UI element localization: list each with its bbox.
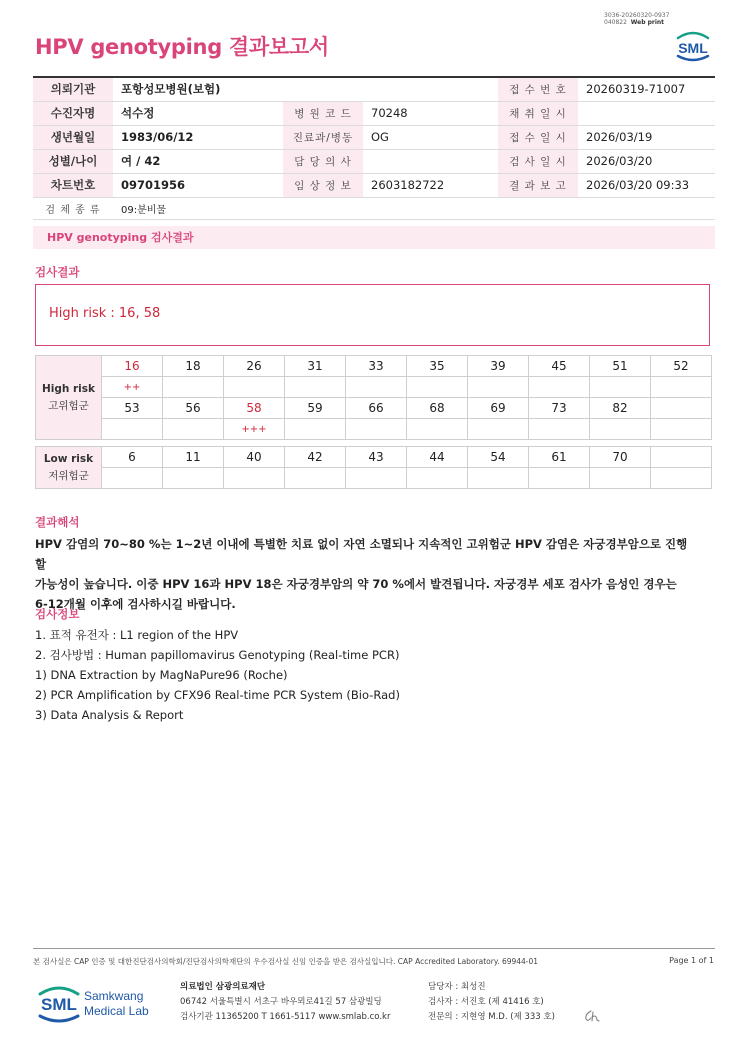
sml-logo-text: SML — [678, 40, 708, 56]
genotype-mark — [407, 468, 468, 489]
genotype-mark — [407, 377, 468, 398]
info-label: 접 수 번 호 — [498, 77, 578, 101]
interpretation-line: 가능성이 높습니다. 이중 HPV 16과 HPV 18은 자궁경부암의 약 70 %에서 발견됩니다. 자궁경부 세포 검사가 음성인 경우는 — [35, 577, 677, 591]
genotype-cell: 45 — [529, 356, 590, 377]
genotype-mark — [468, 468, 529, 489]
staff-line: 검사자 : 서진호 (제 41416 호) — [428, 997, 544, 1007]
info-row — [33, 197, 715, 219]
signature-icon — [582, 1008, 602, 1024]
info-value: 70248 — [363, 101, 498, 125]
genotype-cell: 61 — [529, 447, 590, 468]
info-row — [33, 173, 715, 197]
genotype-mark — [529, 377, 590, 398]
test-info-line: 2) PCR Amplification by CFX96 Real-time PCR System (Bio-Rad) — [35, 688, 400, 702]
info-label: 의뢰기관 — [33, 77, 113, 101]
genotype-cell: 6 — [102, 447, 163, 468]
genotype-mark — [346, 377, 407, 398]
genotype-cell: 82 — [590, 398, 651, 419]
genotype-cell: 69 — [468, 398, 529, 419]
genotype-mark — [590, 468, 651, 489]
footer-logo-line2: Medical Lab — [84, 1004, 149, 1018]
genotype-mark — [529, 468, 590, 489]
risk-group-label — [36, 447, 102, 489]
result-text: High risk : 16, 58 — [49, 306, 161, 321]
genotype-mark — [163, 468, 224, 489]
info-label: 진료과/병동 — [283, 125, 363, 149]
info-value: 여 / 42 — [113, 149, 283, 173]
info-value: 2603182722 — [363, 173, 498, 197]
sml-logo-icon — [672, 26, 714, 64]
genotype-mark — [407, 419, 468, 440]
genotype-mark — [102, 468, 163, 489]
genotype-mark — [346, 419, 407, 440]
info-value: 2026/03/20 09:33 — [578, 173, 715, 197]
info-value — [578, 101, 715, 125]
samkwang-logo-icon — [36, 980, 166, 1026]
high-risk-grid — [35, 355, 712, 440]
info-value: 20260319-71007 — [578, 77, 715, 101]
genotype-cell: 73 — [529, 398, 590, 419]
info-value: 석수정 — [113, 101, 283, 125]
specimen-label: 검 체 종 류 — [33, 197, 113, 219]
genotype-cell: 54 — [468, 447, 529, 468]
info-label: 병 원 코 드 — [283, 101, 363, 125]
page-number: Page 1 of 1 — [669, 956, 714, 965]
info-value — [363, 149, 498, 173]
genotype-mark-row — [36, 419, 712, 440]
risk-group-label-ko: 저위험군 — [48, 469, 89, 482]
genotype-cell: 52 — [651, 356, 712, 377]
info-value: 2026/03/20 — [578, 149, 715, 173]
info-value: 포항성모병원(보험) — [113, 77, 498, 101]
staff-line: 담당자 : 최성진 — [428, 982, 486, 992]
genotype-mark: +++ — [224, 419, 285, 440]
risk-group-label — [36, 356, 102, 440]
genotype-cell: 70 — [590, 447, 651, 468]
genotype-mark — [468, 419, 529, 440]
genotype-cell: 68 — [407, 398, 468, 419]
section-title: HPV genotyping 검사결과 — [33, 226, 715, 249]
footer-logo-sml: SML — [41, 995, 77, 1014]
info-label: 채 취 일 시 — [498, 101, 578, 125]
org-name: 의료법인 삼광의료재단 — [180, 982, 266, 992]
specimen-value: 09:분비물 — [113, 197, 715, 219]
info-row — [33, 101, 715, 125]
genotype-cell: 43 — [346, 447, 407, 468]
genotype-mark — [163, 377, 224, 398]
genotype-cell: 51 — [590, 356, 651, 377]
genotype-mark-row — [36, 468, 712, 489]
interpretation-line: HPV 감염의 70~80 %는 1~2년 이내에 특별한 치료 없이 자연 소멸되나 지속적인 고위험군 HPV 감염은 자궁경부암으로 진행할 — [35, 537, 688, 571]
genotype-cell: 58 — [224, 398, 285, 419]
report-code — [604, 12, 669, 26]
info-value: 2026/03/19 — [578, 125, 715, 149]
staff-line: 전문의 : 지현영 M.D. (제 333 호) — [428, 1012, 555, 1022]
info-label: 검 사 일 시 — [498, 149, 578, 173]
genotype-mark — [163, 419, 224, 440]
genotype-cell: 39 — [468, 356, 529, 377]
risk-group-label-en: High risk — [41, 382, 96, 395]
genotype-mark — [285, 419, 346, 440]
risk-group-label-en: Low risk — [43, 452, 94, 465]
test-info-heading: 검사정보 — [35, 607, 80, 621]
footer-divider — [33, 948, 715, 949]
web-print-label: Web print — [630, 19, 665, 26]
test-info-line: 3) Data Analysis & Report — [35, 708, 184, 722]
genotype-cell — [651, 398, 712, 419]
genotype-cell: 66 — [346, 398, 407, 419]
info-label: 수진자명 — [33, 101, 113, 125]
interpretation-heading: 결과해석 — [35, 515, 80, 529]
report-title: HPV genotyping 결과보고서 — [35, 35, 329, 59]
genotype-cell — [651, 447, 712, 468]
genotype-cell: 11 — [163, 447, 224, 468]
genotype-mark — [468, 377, 529, 398]
org-contact: 검사기관 11365200 T 1661-5117 www.smlab.co.kr — [180, 1012, 391, 1022]
info-row — [33, 149, 715, 173]
genotype-row — [36, 356, 712, 377]
organization-info — [180, 980, 390, 1025]
footer-logo-line1: Samkwang — [84, 989, 144, 1003]
info-label: 담 당 의 사 — [283, 149, 363, 173]
info-label: 임 상 정 보 — [283, 173, 363, 197]
info-value: OG — [363, 125, 498, 149]
report-code-line1: 3036-20260320-0937 — [604, 12, 670, 19]
info-value: 09701956 — [113, 173, 283, 197]
result-heading: 검사결과 — [35, 265, 80, 279]
genotype-cell: 18 — [163, 356, 224, 377]
result-box — [35, 284, 710, 346]
genotype-mark — [590, 419, 651, 440]
genotype-mark: ++ — [102, 377, 163, 398]
genotype-cell: 26 — [224, 356, 285, 377]
genotype-cell: 56 — [163, 398, 224, 419]
genotype-cell: 44 — [407, 447, 468, 468]
genotype-mark — [285, 377, 346, 398]
genotype-cell: 42 — [285, 447, 346, 468]
staff-info — [428, 980, 555, 1025]
genotype-cell: 35 — [407, 356, 468, 377]
genotype-cell: 53 — [102, 398, 163, 419]
genotype-mark — [224, 468, 285, 489]
interpretation-text — [35, 534, 695, 614]
info-label: 생년월일 — [33, 125, 113, 149]
info-value: 1983/06/12 — [113, 125, 283, 149]
test-info-line: 2. 검사방법 : Human papillomavirus Genotyping (Real-time PCR) — [35, 648, 400, 662]
test-info-line: 1. 표적 유전자 : L1 region of the HPV — [35, 628, 239, 642]
info-row — [33, 77, 715, 101]
patient-info-table — [33, 76, 715, 220]
low-risk-grid — [35, 446, 712, 489]
genotype-mark — [529, 419, 590, 440]
genotype-mark — [102, 419, 163, 440]
genotype-cell: 40 — [224, 447, 285, 468]
org-address: 06742 서울특별시 서초구 바우뫼로41길 57 삼광빌딩 — [180, 997, 382, 1007]
genotype-cell: 59 — [285, 398, 346, 419]
genotype-mark-row — [36, 377, 712, 398]
genotype-row — [36, 447, 712, 468]
info-label: 성별/나이 — [33, 149, 113, 173]
test-info-list — [35, 625, 400, 725]
genotype-mark — [651, 377, 712, 398]
interpretation-line: 6-12개월 이후에 검사하시길 바랍니다. — [35, 597, 236, 611]
genotype-mark — [590, 377, 651, 398]
report-code-line2: 040822 — [604, 19, 627, 26]
info-label: 차트번호 — [33, 173, 113, 197]
genotype-mark — [651, 468, 712, 489]
genotype-cell: 33 — [346, 356, 407, 377]
genotype-row — [36, 398, 712, 419]
genotype-mark — [224, 377, 285, 398]
genotype-mark — [346, 468, 407, 489]
info-label: 결 과 보 고 — [498, 173, 578, 197]
genotype-mark — [285, 468, 346, 489]
test-info-line: 1) DNA Extraction by MagNaPure96 (Roche) — [35, 668, 288, 682]
risk-group-label-ko: 고위험군 — [48, 399, 89, 412]
genotype-mark — [651, 419, 712, 440]
info-label: 접 수 일 시 — [498, 125, 578, 149]
info-row — [33, 125, 715, 149]
genotype-cell: 31 — [285, 356, 346, 377]
genotype-cell: 16 — [102, 356, 163, 377]
accreditation-note: 본 검사실은 CAP 인증 및 대한진단검사의학회/진단검사의학재단의 우수검사실 신임 인증을 받은 검사실입니다. CAP Accredited Laboratory. 69944-01 — [33, 957, 539, 966]
